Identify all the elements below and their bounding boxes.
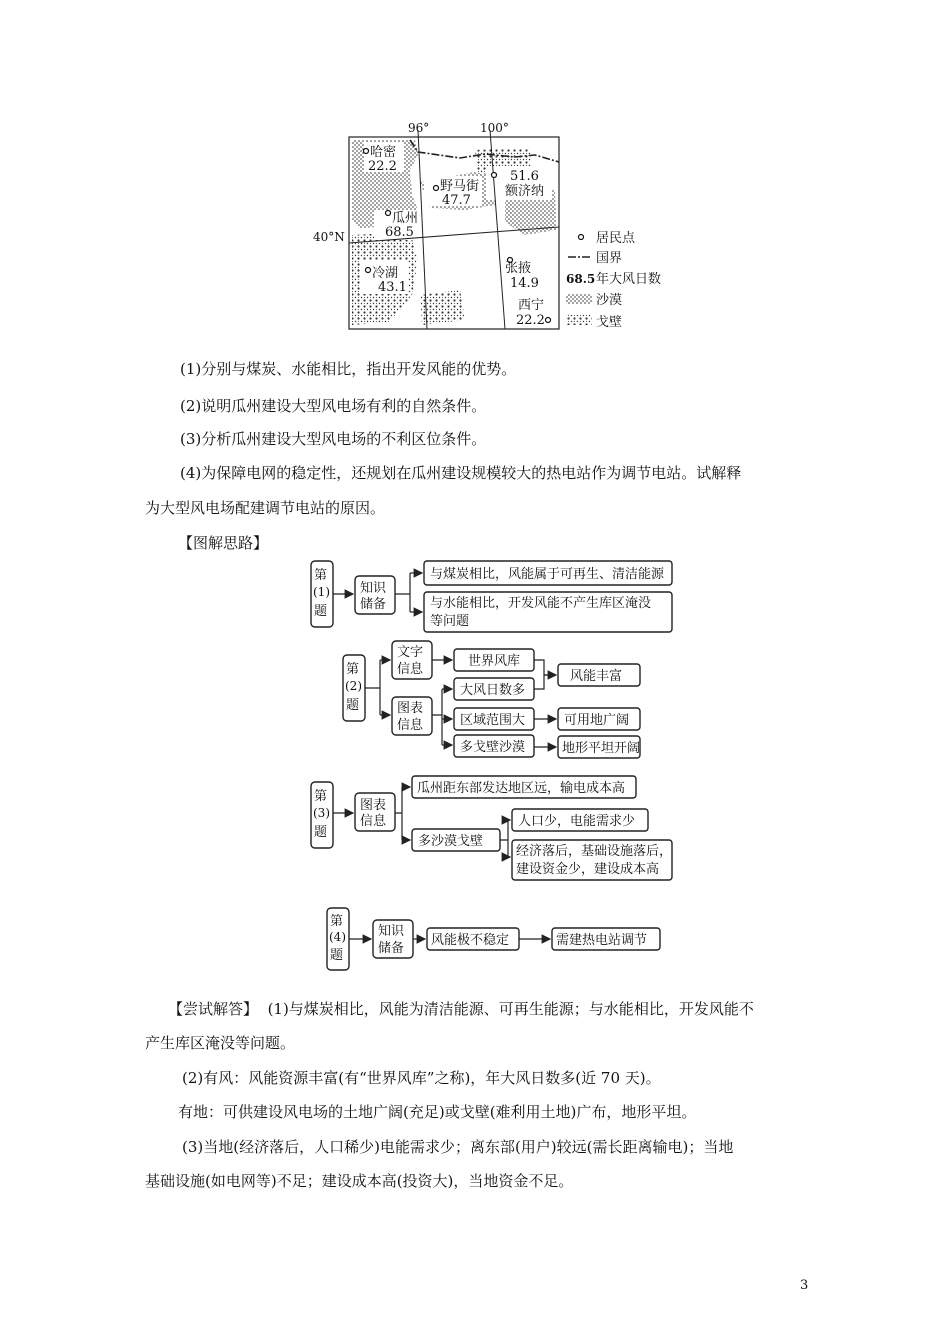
lon-label-100: 100° bbox=[480, 121, 509, 135]
place-value: 68.5 bbox=[385, 225, 414, 240]
q2-box-flat-text: 地形平坦开阔 bbox=[562, 741, 641, 756]
q2-box-gobi-text: 多戈壁沙漠 bbox=[460, 740, 526, 755]
place-name: 冷湖 bbox=[372, 266, 399, 281]
answer-line-1 bbox=[168, 998, 754, 1019]
q4-cat-line1: 知识 bbox=[378, 924, 405, 939]
q2-ti: 题 bbox=[346, 698, 360, 713]
question-4: (4)为保障电网的稳定性，还规划在瓜州建设规模较大的热电站作为调节电站。试解释 bbox=[180, 464, 742, 482]
q2-cat-b1: 图表 bbox=[397, 701, 424, 716]
settlement-dot bbox=[492, 173, 497, 178]
q1-cat-line2: 储备 bbox=[360, 597, 387, 612]
answer-line-2: 产生库区淹没等问题。 bbox=[145, 1034, 296, 1052]
q3-num: (3) bbox=[313, 806, 330, 820]
q3-di: 第 bbox=[314, 789, 328, 804]
q1-box-coal-text: 与煤炭相比，风能属于可再生、清洁能源 bbox=[430, 567, 665, 582]
q3-box-econ-line1: 经济落后，基础设施落后， bbox=[516, 844, 673, 859]
q3-ti: 题 bbox=[314, 825, 328, 840]
settlement-dot bbox=[546, 318, 551, 323]
settlement-dot bbox=[434, 186, 439, 191]
lat-label-40n: 40°N bbox=[313, 230, 345, 244]
q4-box-unstable-text: 风能极不稳定 bbox=[431, 933, 510, 948]
answer-line-5: (3)当地(经济落后，人口稀少)电能需求少；离东部(用户)较远(需长距离输电)；当地 bbox=[182, 1138, 734, 1156]
legend-settlement-icon bbox=[579, 235, 584, 240]
q3-box-pop-text: 人口少，电能需求少 bbox=[518, 814, 636, 829]
q2-box-range-text: 区域范围大 bbox=[460, 713, 526, 728]
place-value: 51.6 bbox=[510, 169, 539, 184]
question-1: (1)分别与煤炭、水能相比，指出开发风能的优势。 bbox=[180, 360, 517, 378]
legend-wind-label: 年大风日数 bbox=[596, 272, 662, 287]
place-value: 43.1 bbox=[378, 280, 407, 295]
place-name: 张掖 bbox=[505, 261, 532, 276]
q2-box-world-text: 世界风库 bbox=[468, 654, 521, 669]
q2-group bbox=[343, 641, 640, 758]
settlement-dot bbox=[386, 211, 391, 216]
question-2: (2)说明瓜州建设大型风电场有利的自然条件。 bbox=[180, 397, 487, 415]
legend-settlement-label: 居民点 bbox=[596, 231, 636, 246]
place-name: 野马街 bbox=[440, 179, 480, 194]
answer-line-4: 有地：可供建设风电场的土地广阔(充足)或戈壁(难利用土地)广布，地形平坦。 bbox=[178, 1103, 697, 1121]
place-name: 哈密 bbox=[370, 145, 397, 160]
q4-cat-line2: 储备 bbox=[378, 941, 405, 956]
q1-box-hydro-line1: 与水能相比，开发风能不产生库区淹没 bbox=[430, 596, 652, 611]
place-name: 额济纳 bbox=[505, 184, 545, 199]
q4-num: (4) bbox=[329, 930, 346, 944]
question-3: (3)分析瓜州建设大型风电场的不利区位条件。 bbox=[180, 430, 487, 448]
place-name: 西宁 bbox=[518, 298, 545, 313]
place-name: 瓜州 bbox=[392, 211, 419, 226]
q2-di: 第 bbox=[346, 662, 360, 677]
q3-box-econ-line2: 建设资金少，建设成本高 bbox=[516, 862, 660, 877]
thinking-diagram bbox=[300, 555, 680, 975]
q2-box-land-text: 可用地广阔 bbox=[564, 713, 630, 728]
q4-box-need-text: 需建热电站调节 bbox=[556, 933, 648, 948]
page-number: 3 bbox=[800, 1278, 809, 1293]
section-title: 【图解思路】 bbox=[178, 534, 269, 552]
q1-ti: 题 bbox=[314, 604, 328, 619]
q4-group bbox=[327, 908, 660, 970]
q1-num: (1) bbox=[313, 585, 330, 599]
q2-cat-a1: 文字 bbox=[397, 645, 424, 660]
question-4-cont: 为大型风电场配建调节电站的原因。 bbox=[145, 499, 386, 517]
map-figure bbox=[300, 110, 680, 335]
q2-box-rich-text: 风能丰富 bbox=[570, 669, 623, 684]
answer-line-6: 基础设施(如电网等)不足；建设成本高(投资大)，当地资金不足。 bbox=[145, 1172, 574, 1190]
legend-gobi-label: 戈壁 bbox=[596, 315, 623, 330]
q4-di: 第 bbox=[330, 914, 344, 929]
answer-line-3: (2)有风：风能资源丰富(有“世界风库”之称)，年大风日数多(近 70 天)。 bbox=[182, 1069, 661, 1087]
place-value: 47.7 bbox=[442, 193, 471, 208]
q2-box-days-text: 大风日数多 bbox=[460, 683, 526, 698]
settlement-dot bbox=[366, 268, 371, 273]
place-value: 22.2 bbox=[516, 313, 545, 328]
q1-di: 第 bbox=[314, 568, 328, 583]
q3-box-desert-text: 多沙漠戈壁 bbox=[418, 834, 484, 849]
q3-box-far-text: 瓜州距东部发达地区远，输电成本高 bbox=[417, 781, 626, 796]
answer-label: 【尝试解答】 bbox=[168, 1000, 259, 1018]
legend-border-label: 国界 bbox=[596, 251, 623, 266]
legend-desert-label: 沙漠 bbox=[596, 293, 623, 308]
lon-label-96: 96° bbox=[408, 121, 430, 135]
legend-desert-icon bbox=[566, 294, 592, 304]
q1-cat-line1: 知识 bbox=[360, 581, 387, 596]
q4-ti: 题 bbox=[330, 948, 344, 963]
place-value: 14.9 bbox=[510, 276, 539, 291]
legend-gobi-icon bbox=[566, 315, 592, 325]
answer-text-1: (1)与煤炭相比，风能为清洁能源、可再生能源；与水能相比，开发风能不 bbox=[267, 1000, 754, 1018]
q3-cat-line2: 信息 bbox=[360, 814, 387, 829]
q2-cat-b2: 信息 bbox=[397, 718, 424, 733]
q3-group bbox=[311, 776, 672, 880]
q1-box-hydro-line2: 等问题 bbox=[430, 614, 470, 629]
settlement-dot bbox=[364, 149, 369, 154]
q3-cat-line1: 图表 bbox=[360, 798, 387, 813]
q1-group bbox=[311, 561, 672, 632]
q2-cat-a2: 信息 bbox=[397, 662, 424, 677]
legend-wind-value: 68.5 bbox=[566, 272, 596, 286]
q2-num: (2) bbox=[345, 679, 362, 693]
place-value: 22.2 bbox=[368, 159, 397, 174]
